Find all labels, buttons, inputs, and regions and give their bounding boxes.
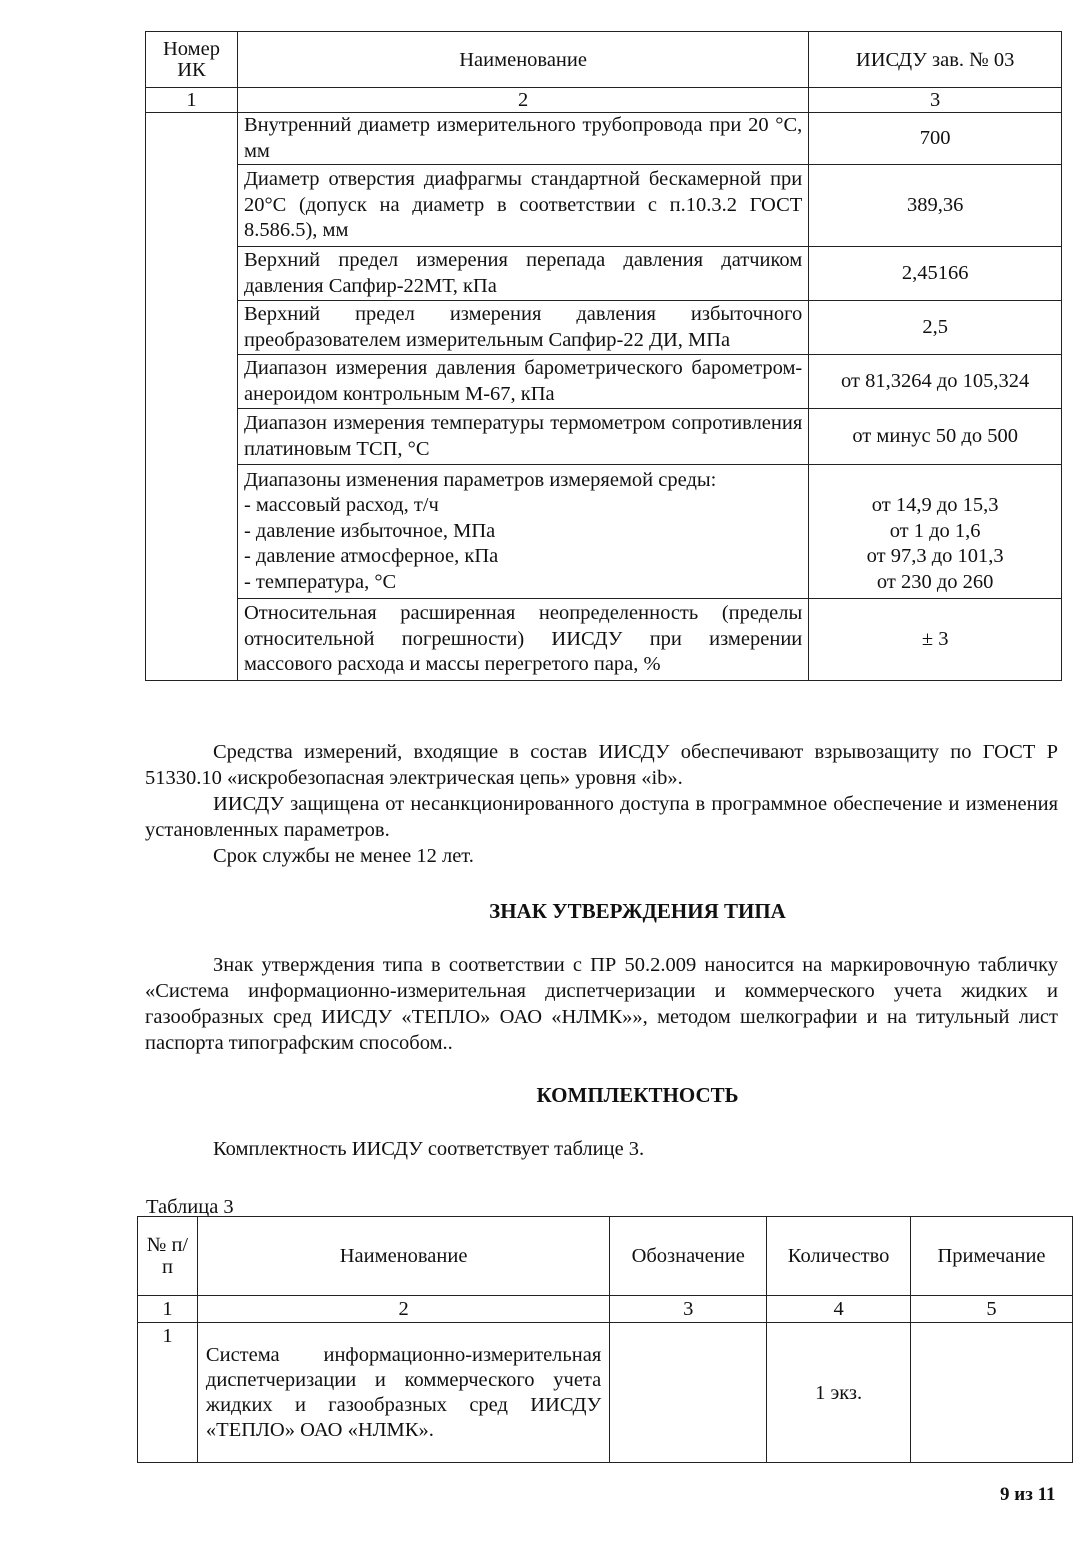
param-item-value: от 97,3 до 101,3 — [866, 545, 1004, 568]
param-name: Внутренний диаметр измерительного трубопровода при 20 °С, мм — [237, 113, 808, 165]
column-number-row — [138, 1296, 1073, 1323]
table-row — [146, 599, 1062, 681]
param-name: Диапазон измерения давления барометрического барометром-анероидом контрольным М-67, кПа — [237, 355, 808, 409]
header-designation: Обозначение — [610, 1217, 767, 1296]
column-number: 3 — [809, 88, 1062, 113]
header-number: № п/п — [138, 1217, 198, 1296]
column-number: 2 — [237, 88, 808, 113]
param-name: Диапазон измерения температуры термометром сопротивления платиновым ТСП, °С — [237, 409, 808, 465]
paragraph-type-approval-mark: Знак утверждения типа в соответствии с ПР 50.2.009 наносится на маркировочную табличку «Система информационно-измерительная диспетчеризации и коммерческого учета жидких и газообразных сред ИИСДУ «ТЕПЛО» ОАО «НЛМК»», методом шелкографии и на титульный лист паспорта типографским способом.. — [145, 954, 1058, 1054]
param-value: от 81,3264 до 105,324 — [809, 355, 1062, 409]
heading-completeness: КОМПЛЕКТНОСТЬ — [536, 1083, 739, 1107]
row-note — [911, 1323, 1073, 1463]
table3-caption: Таблица 3 — [146, 1196, 234, 1218]
header-note: Примечание — [911, 1217, 1073, 1296]
param-group-title: Диапазоны изменения параметров измеряемой среды: — [243, 468, 717, 491]
param-name: Относительная расширенная неопределенность (пределы относительной погрешности) ИИСДУ при измерении массового расхода и массы перегретого пара, % — [237, 599, 808, 681]
column-number: 1 — [146, 88, 238, 113]
param-item-value: от 14,9 до 15,3 — [871, 494, 999, 517]
header-ik-number: Номер ИК — [146, 32, 238, 88]
param-name: Верхний предел измерения перепада давления датчиком давления Сапфир-22МТ, кПа — [237, 247, 808, 301]
param-value: от минус 50 до 500 — [809, 409, 1062, 465]
table-row — [138, 1323, 1073, 1463]
param-item-label: - давление избыточное, МПа — [243, 519, 496, 542]
column-number: 2 — [197, 1296, 609, 1323]
page-number: 9 из 11 — [1000, 1484, 1056, 1505]
paragraph-service-life: Срок службы не менее 12 лет. — [213, 845, 474, 867]
table-row — [146, 113, 1062, 165]
param-name — [237, 465, 808, 599]
table-row — [146, 165, 1062, 247]
param-value: 2,45166 — [809, 247, 1062, 301]
ik-number-cell — [146, 113, 238, 681]
param-name: Верхний предел измерения давления избыточного преобразователем измерительным Сапфир-22 ДИ, МПа — [237, 301, 808, 355]
column-number-row — [146, 88, 1062, 113]
param-item-label: - температура, °С — [243, 570, 397, 593]
paragraph-explosion-protection: Средства измерений, входящие в состав ИИСДУ обеспечивают взрывозащиту по ГОСТ Р 51330.10 «искробезопасная электрическая цепь» уровня «ib». — [145, 741, 1058, 789]
table-row — [146, 301, 1062, 355]
row-quantity: 1 экз. — [767, 1323, 911, 1463]
row-name: Система информационно-измерительная диспетчеризации и коммерческого учета жидких и газообразных сред ИИСДУ «ТЕПЛО» ОАО «НЛМК». — [197, 1323, 609, 1463]
param-item-value: от 230 до 260 — [876, 570, 994, 593]
param-value — [809, 465, 1062, 599]
table-row — [146, 465, 1062, 599]
table-row — [146, 247, 1062, 301]
header-name: Наименование — [197, 1217, 609, 1296]
table-row — [146, 409, 1062, 465]
parameters-table — [145, 31, 1062, 681]
param-item-label: - массовый расход, т/ч — [243, 494, 439, 517]
header-quantity: Количество — [767, 1217, 911, 1296]
header-iisdu: ИИСДУ зав. № 03 — [809, 32, 1062, 88]
param-name: Диаметр отверстия диафрагмы стандартной бескамерной при 20°С (допуск на диаметр в соответствии с п.10.3.2 ГОСТ 8.586.5), мм — [237, 165, 808, 247]
heading-type-approval-mark: ЗНАК УТВЕРЖДЕНИЯ ТИПА — [489, 899, 786, 923]
param-item-value: от 1 до 1,6 — [889, 519, 981, 542]
paragraph-access-protection: ИИСДУ защищена от несанкционированного доступа в программное обеспечение и изменения установленных параметров. — [145, 793, 1058, 841]
param-value: 2,5 — [809, 301, 1062, 355]
param-value: 389,36 — [809, 165, 1062, 247]
completeness-table — [137, 1216, 1073, 1463]
table-header-row — [138, 1217, 1073, 1296]
param-value: 700 — [809, 113, 1062, 165]
column-number: 1 — [138, 1296, 198, 1323]
table-header-row — [146, 32, 1062, 88]
table-row — [146, 355, 1062, 409]
row-designation — [610, 1323, 767, 1463]
column-number: 4 — [767, 1296, 911, 1323]
header-name: Наименование — [237, 32, 808, 88]
row-number: 1 — [138, 1323, 198, 1463]
column-number: 5 — [911, 1296, 1073, 1323]
column-number: 3 — [610, 1296, 767, 1323]
param-value: ± 3 — [809, 599, 1062, 681]
paragraph-completeness: Комплектность ИИСДУ соответствует таблице 3. — [213, 1138, 645, 1160]
param-item-label: - давление атмосферное, кПа — [243, 545, 499, 568]
